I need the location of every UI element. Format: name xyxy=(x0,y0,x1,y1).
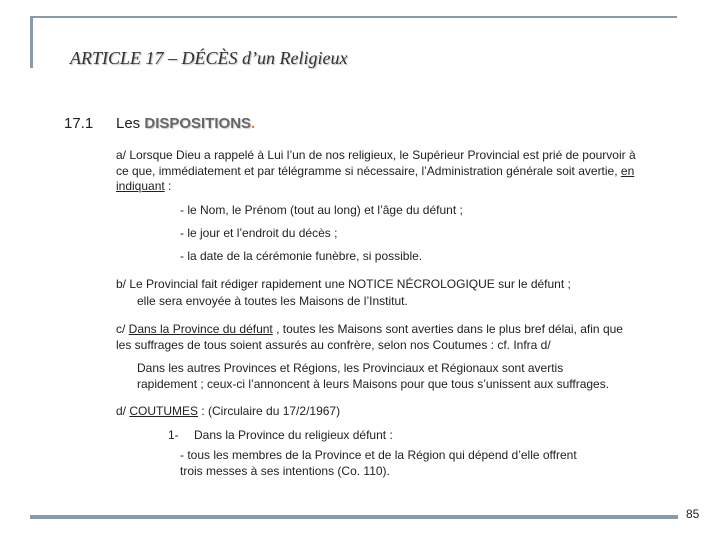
para-d-item-number: 1- xyxy=(168,428,179,442)
para-c-prefix: c/ xyxy=(116,322,129,336)
para-b-line2: elle sera envoyée à toutes les Maisons de l’Institut. xyxy=(137,294,408,308)
para-a-link-en: en xyxy=(620,164,635,178)
list-item: - le jour et l’endroit du décès ; xyxy=(180,226,338,240)
list-item: - la date de la cérémonie funèbre, si possible. xyxy=(180,249,423,263)
para-a-line3-suffix: : xyxy=(164,179,172,193)
para-a-line1: a/ Lorsque Dieu a rappelé à Lui l’un de nos religieux, le Supérieur Provincial est prié de pourvoir à xyxy=(116,148,636,162)
para-d-heading xyxy=(116,404,340,419)
para-a-line2-text: ce que, immédiatement et par télégramme si nécessaire, l’Administration générale soit avertie, xyxy=(116,164,621,178)
section-number: 17.1 xyxy=(64,115,94,132)
section-heading xyxy=(64,115,255,132)
para-c2-line2: rapidement ; ceux-ci l’annoncent à leurs Maisons pour que tous s’unissent aux suffrages. xyxy=(137,377,610,391)
para-c-line1 xyxy=(116,322,623,337)
section-les: Les xyxy=(116,115,145,132)
para-c-line2: les suffrages de tous soient assurés au confrère, selon nos Coutumes : cf. Infra d/ xyxy=(116,338,551,352)
para-c-line1-suffix: , toutes les Maisons sont averties dans le plus bref délai, afin que xyxy=(272,322,623,336)
frame-top-border xyxy=(32,16,677,18)
frame-left-border xyxy=(30,16,33,68)
para-d-sub-line1: - tous les membres de la Province et de la Région qui dépend d’elle offrent xyxy=(180,448,577,462)
para-b-line1: b/ Le Provincial fait rédiger rapidement une NOTICE NÉCROLOGIQUE sur le défunt ; xyxy=(116,277,571,291)
para-d-prefix: d/ xyxy=(116,404,130,418)
para-d-item-text: Dans la Province du religieux défunt : xyxy=(194,428,393,442)
article-title: ARTICLE 17 – DÉCÈS d’un Religieux xyxy=(70,48,348,68)
para-a-line2 xyxy=(116,164,634,179)
para-c-underlined: Dans la Province du défunt xyxy=(128,322,273,336)
section-dot: . xyxy=(251,115,256,132)
list-item: - le Nom, le Prénom (tout au long) et l’âge du défunt ; xyxy=(180,203,463,217)
para-a-line3 xyxy=(116,179,171,194)
section-keyword: DISPOSITIONS xyxy=(144,115,252,132)
frame-bottom-border xyxy=(30,515,678,519)
para-d-suffix: : (Circulaire du 17/2/1967) xyxy=(198,404,341,418)
para-d-sub-line2: trois messes à ses intentions (Co. 110). xyxy=(180,464,390,478)
para-d-underlined: COUTUMES xyxy=(129,404,199,418)
page-number: 85 xyxy=(686,507,700,521)
para-c2-line1: Dans les autres Provinces et Régions, les Provinciaux et Régionaux sont avertis xyxy=(137,361,564,375)
para-a-link-indiquant: indiquant xyxy=(116,179,165,193)
